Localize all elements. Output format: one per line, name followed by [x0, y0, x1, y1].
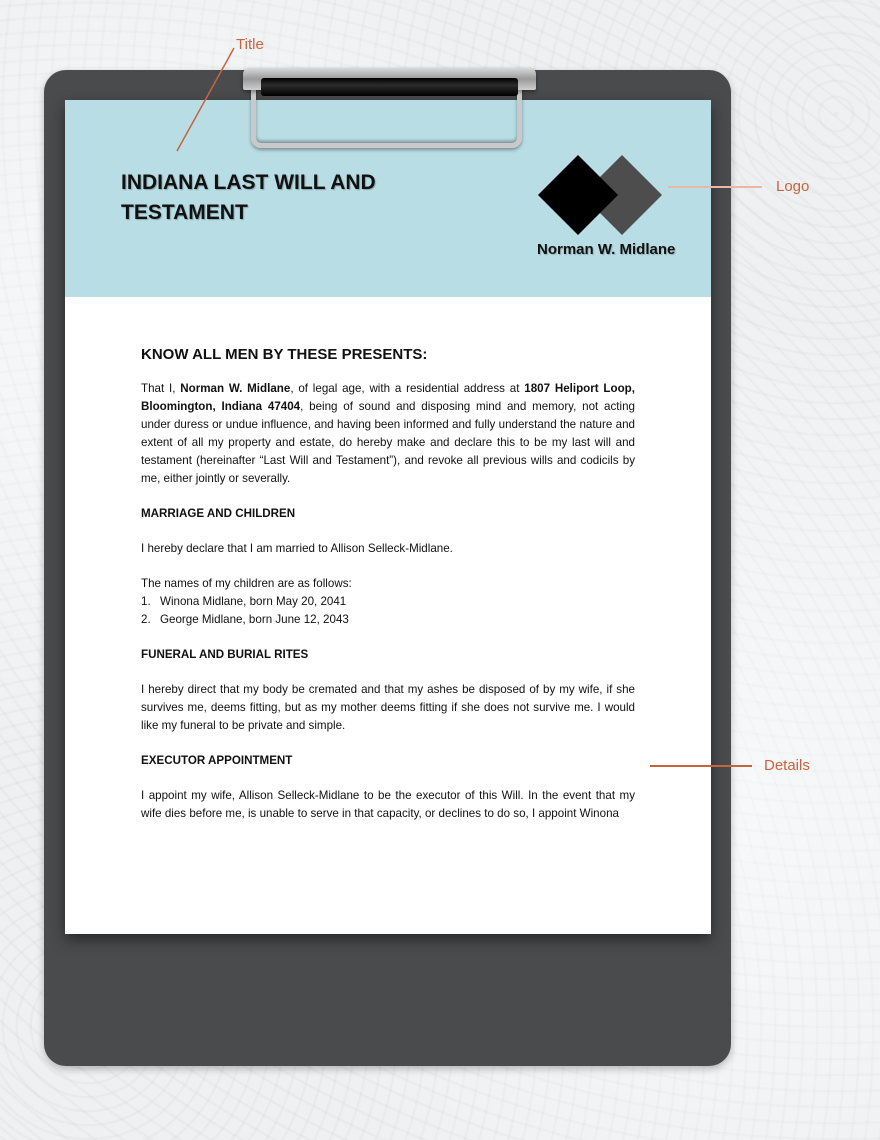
testator-address: 1807 Heliport Loop, Bloomington, Indiana 47404 — [141, 382, 635, 413]
document-title: INDIANA LAST WILL AND TESTAMENT — [121, 171, 376, 224]
document-heading: KNOW ALL MEN BY THESE PRESENTS: — [141, 346, 428, 363]
list-item: 2. George Midlane, born June 12, 2043 — [141, 613, 349, 626]
logo-name: Norman W. Midlane — [537, 241, 676, 258]
annotation-logo: Logo — [776, 178, 810, 195]
clip-bar — [261, 78, 518, 96]
testator-name: Norman W. Midlane — [180, 382, 291, 395]
logo-front-diamond — [538, 155, 618, 235]
annotation-details: Details — [764, 757, 810, 774]
children-intro: The names of my children are as follows: — [141, 577, 352, 590]
intro-paragraph: That I, Norman W. Midlane, of legal age, with a residential address at 1807 Heliport Loop, Bloomington, Indiana 47404, being of sound and disposing mind and memory, not acting under duress or undue influence, and having been informed and fully understand the nature and extent of all my property and estate, do hereby make and declare this to be my last will and testament (hereinafter “Last Will and Testament”), and revoke all previous wills and codicils by me, either jointly or severally. — [141, 382, 635, 485]
children-list — [141, 593, 635, 629]
list-item: 1. Winona Midlane, born May 20, 2041 — [141, 595, 347, 608]
document-page — [65, 100, 711, 934]
section-heading-executor: EXECUTOR APPOINTMENT — [141, 754, 293, 767]
marriage-declaration: I hereby declare that I am married to Allison Selleck-Midlane. — [141, 542, 453, 555]
annotation-title: Title — [236, 36, 264, 53]
section-heading-marriage: MARRIAGE AND CHILDREN — [141, 507, 296, 520]
section-heading-funeral: FUNERAL AND BURIAL RITES — [141, 648, 309, 661]
executor-paragraph: I appoint my wife, Allison Selleck-Midlane to be the executor of this Will. In the event that my wife dies before me, is unable to serve in that capacity, or declines to do so, I appoint Winona — [141, 789, 635, 820]
clipboard-clip — [243, 68, 536, 150]
document-body — [141, 345, 635, 823]
diamond-logo-icon — [535, 152, 665, 242]
funeral-paragraph: I hereby direct that my body be cremated and that my ashes be disposed of by my wife, if she survives me, deems fitting, but as my mother deems fitting if she does not survive me. I would like my funeral to be private and simple. — [141, 683, 635, 732]
